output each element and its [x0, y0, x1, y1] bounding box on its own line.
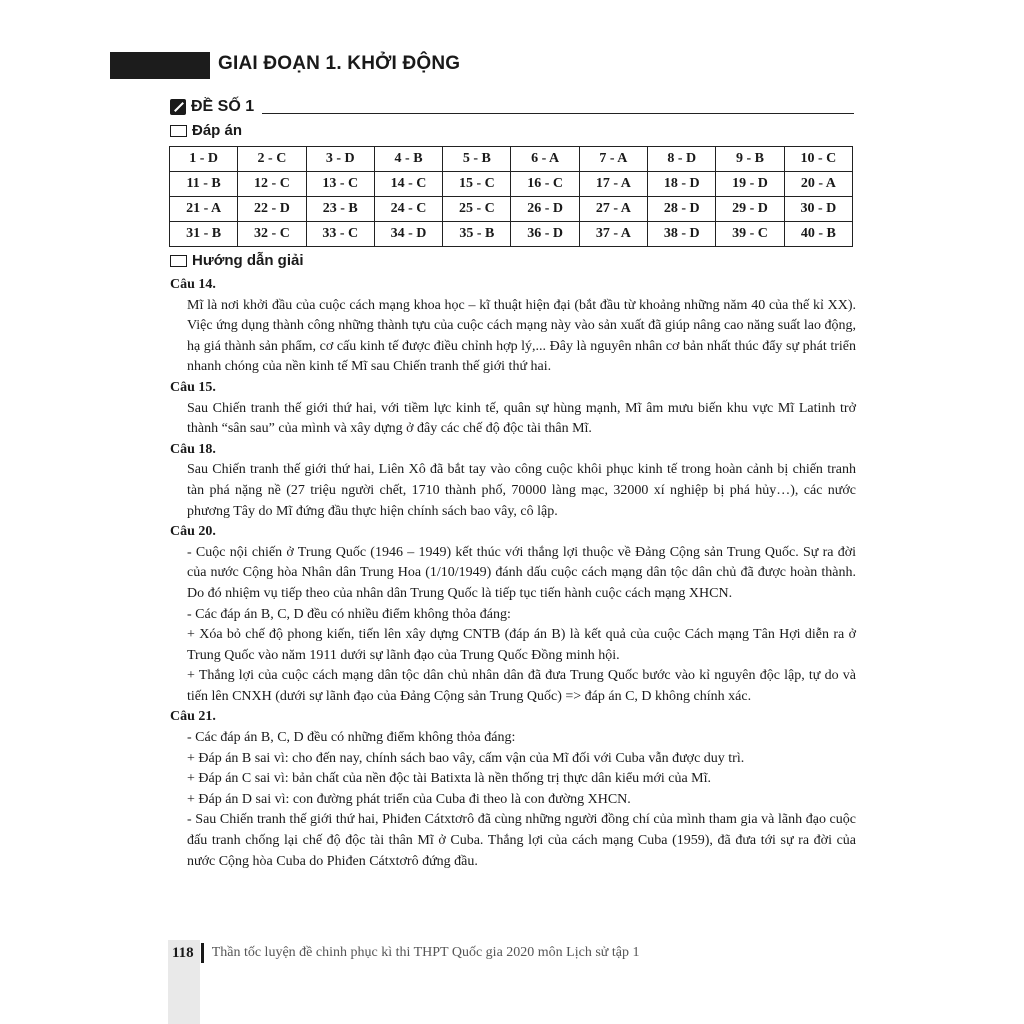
answer-cell: 34 - D: [374, 222, 442, 247]
answer-cell: 11 - B: [170, 172, 238, 197]
answer-row: [170, 147, 853, 172]
answer-cell: 7 - A: [579, 147, 647, 172]
explanation-paragraph: - Cuộc nội chiến ở Trung Quốc (1946 – 1949) kết thúc với thắng lợi thuộc về Đảng Cộng sản Trung Quốc. Sự ra đời của nước Cộng hòa Nhân dân Trung Hoa (1/10/1949) đánh dấu cuộc cách mạng dân tộc dân chủ đã được hoàn thành. Do đó nhiệm vụ tiếp theo của nhân dân Trung Quốc là tiếp tục tiến hành cuộc cách mạng XHCN.: [187, 544, 856, 601]
answer-cell: 16 - C: [511, 172, 579, 197]
answer-cell: 13 - C: [306, 172, 374, 197]
question-explanation: [170, 543, 856, 708]
heading-rule: [262, 101, 854, 114]
answer-cell: 14 - C: [374, 172, 442, 197]
answer-cell: 29 - D: [716, 197, 784, 222]
answer-cell: 36 - D: [511, 222, 579, 247]
question-title: Câu 20.: [170, 524, 216, 540]
answer-cell: 4 - B: [374, 147, 442, 172]
answer-cell: 37 - A: [579, 222, 647, 247]
answer-cell: 8 - D: [648, 147, 716, 172]
box-icon: [170, 255, 187, 267]
page-footer: [172, 942, 639, 964]
answer-cell: 1 - D: [170, 147, 238, 172]
question-explanation: [170, 460, 856, 522]
answer-cell: 6 - A: [511, 147, 579, 172]
answer-cell: 24 - C: [374, 197, 442, 222]
explanation-paragraph: - Sau Chiến tranh thế giới thứ hai, Phiđen Cátxtơrô đã cùng những người đồng chí của mình tham gia và lãnh đạo cuộc đấu tranh chống lại chế độ độc tài thân Mĩ ở Cuba. Thắng lợi của cách mạng Cuba (1959), đã đưa tới sự ra đời của nước Cộng hòa Cuba do Phiđen Cátxtơrô đứng đầu.: [187, 812, 856, 869]
answer-table-body: [170, 147, 853, 247]
explanation-paragraph: - Các đáp án B, C, D đều có nhiều điểm không thỏa đáng:: [187, 606, 511, 622]
answer-cell: 9 - B: [716, 147, 784, 172]
section-bar: [110, 52, 210, 79]
answer-cell: 27 - A: [579, 197, 647, 222]
guide-heading: [170, 252, 304, 269]
answer-cell: 33 - C: [306, 222, 374, 247]
answer-cell: 30 - D: [784, 197, 852, 222]
answer-cell: 18 - D: [648, 172, 716, 197]
answer-cell: 31 - B: [170, 222, 238, 247]
answer-cell: 35 - B: [443, 222, 511, 247]
answer-table: [169, 146, 853, 247]
answer-cell: 20 - A: [784, 172, 852, 197]
answer-cell: 17 - A: [579, 172, 647, 197]
answer-cell: 25 - C: [443, 197, 511, 222]
explanation-paragraph: + Đáp án C sai vì: bản chất của nền độc tài Batixta là nền thống trị thực dân kiểu mới của Mĩ.: [187, 771, 712, 787]
answers-heading-label: Đáp án: [192, 122, 243, 139]
explanation-paragraph: + Thắng lợi của cuộc cách mạng dân tộc dân chủ nhân dân đã đưa Trung Quốc bước vào kỉ nguyên độc lập, tự do và tiến lên CNXH (dưới sự lãnh đạo của Đảng Cộng sản Trung Quốc) => đáp án C, D không chính xác.: [187, 668, 856, 704]
answers-heading: [170, 122, 242, 139]
explanation-paragraph: + Xóa bỏ chế độ phong kiến, tiến lên xây dựng CNTB (đáp án B) là kết quả của cuộc Cách mạng Tân Hợi diễn ra ở Trung Quốc vào năm 1911 dưới sự lãnh đạo của Trung Quốc Đồng minh hội.: [187, 627, 856, 663]
footer-divider: [201, 943, 204, 963]
answer-cell: 26 - D: [511, 197, 579, 222]
explanation-paragraph: + Đáp án D sai vì: con đường phát triển của Cuba đi theo là con đường XHCN.: [187, 791, 631, 807]
pencil-icon: [170, 99, 186, 115]
question-title: Câu 21.: [170, 709, 216, 725]
question-title: Câu 15.: [170, 379, 216, 395]
exam-label: ĐỀ SỐ 1: [191, 98, 255, 115]
answer-cell: 40 - B: [784, 222, 852, 247]
explanation-paragraph: Sau Chiến tranh thế giới thứ hai, Liên Xô đã bắt tay vào công cuộc khôi phục kinh tế trong hoàn cảnh bị chiến tranh tàn phá nặng nề (27 triệu người chết, 1710 thành phố, 70000 làng mạc, 32000 xí nghiệp bị phá hủy…), các nước phương Tây do Mĩ đứng đầu thực hiện chính sách bao vây, cô lập.: [187, 462, 856, 519]
answer-cell: 19 - D: [716, 172, 784, 197]
explanation-paragraph: Sau Chiến tranh thế giới thứ hai, với tiềm lực kinh tế, quân sự hùng mạnh, Mĩ âm mưu biến khu vực Mĩ Latinh trở thành “sân sau” của mình và xây dựng ở đây các chế độ độc tài thân Mĩ.: [187, 400, 856, 437]
book-title: Thần tốc luyện đề chinh phục kì thi THPT Quốc gia 2020 môn Lịch sử tập 1: [211, 945, 640, 960]
answer-cell: 3 - D: [306, 147, 374, 172]
answer-cell: 22 - D: [238, 197, 306, 222]
explanation-paragraph: Mĩ là nơi khởi đầu của cuộc cách mạng khoa học – kĩ thuật hiện đại (bắt đầu từ khoảng những năm 40 của thế kỉ XX). Việc ứng dụng thành công những thành tựu của cuộc cách mạng này vào sản xuất đã giúp nâng cao năng suất lao động, hạ giá thành sản phẩm, cơ cấu kinh tế được điều chỉnh hợp lý,... Đây là nguyên nhân cơ bản nhất thúc đẩy sự phát triển nhanh chóng của nền kinh tế Mĩ sau Chiến tranh thế giới thứ hai.: [187, 297, 856, 375]
answer-cell: 28 - D: [648, 197, 716, 222]
answer-cell: 39 - C: [716, 222, 784, 247]
question-explanation: [170, 728, 856, 872]
answer-cell: 15 - C: [443, 172, 511, 197]
question-explanation: [170, 399, 856, 440]
box-icon: [170, 125, 187, 137]
answer-cell: 10 - C: [784, 147, 852, 172]
exam-heading: [170, 96, 854, 118]
answer-row: [170, 222, 853, 247]
solutions-content: [170, 275, 856, 872]
answer-cell: 23 - B: [306, 197, 374, 222]
explanation-paragraph: - Các đáp án B, C, D đều có những điểm không thỏa đáng:: [187, 730, 516, 746]
guide-heading-label: Hướng dẫn giải: [192, 252, 304, 269]
answer-cell: 32 - C: [238, 222, 306, 247]
question-title: Câu 14.: [170, 277, 216, 292]
question-explanation: [170, 296, 856, 378]
answer-cell: 2 - C: [238, 147, 306, 172]
answer-cell: 12 - C: [238, 172, 306, 197]
answer-row: [170, 197, 853, 222]
answer-cell: 38 - D: [648, 222, 716, 247]
answer-cell: 5 - B: [443, 147, 511, 172]
section-title: GIAI ĐOẠN 1. KHỞI ĐỘNG: [218, 53, 461, 74]
page-number: 118: [172, 944, 194, 961]
explanation-paragraph: + Đáp án B sai vì: cho đến nay, chính sách bao vây, cấm vận của Mĩ đối với Cuba vẫn được duy trì.: [187, 750, 745, 766]
answer-cell: 21 - A: [170, 197, 238, 222]
answer-row: [170, 172, 853, 197]
question-title: Câu 18.: [170, 441, 216, 457]
